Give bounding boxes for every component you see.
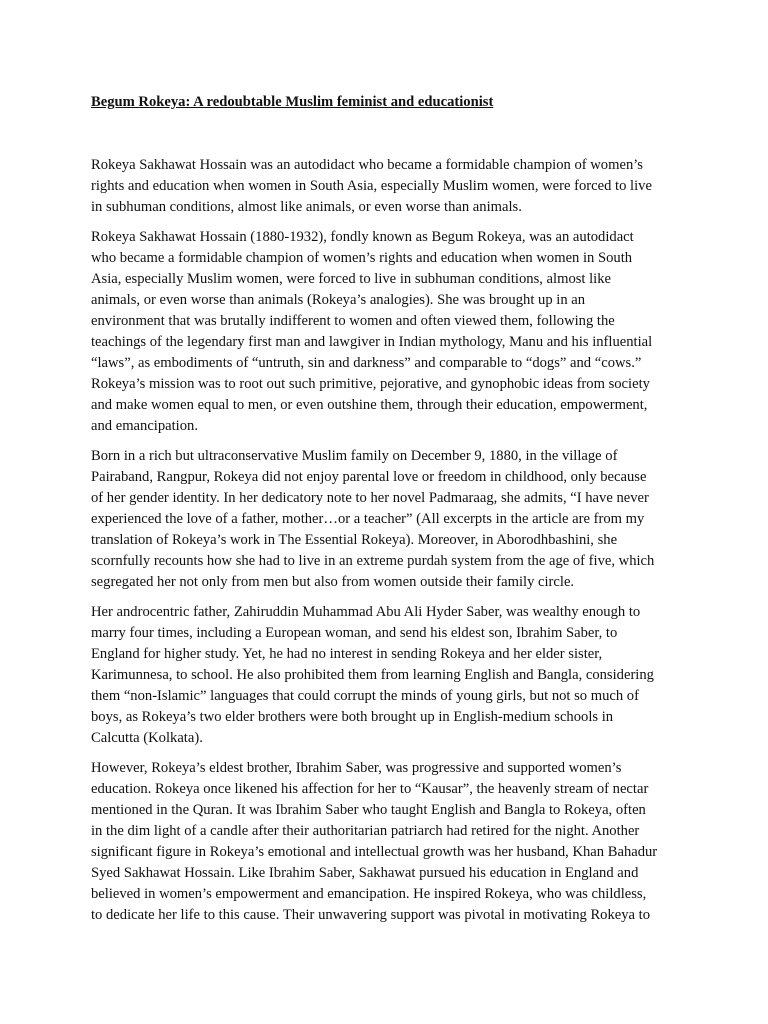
text-line: experienced the love of a father, mother…or a teacher” (All excerpts in the article are from my [91,511,645,527]
text-line: boys, as Rokeya’s two elder brothers were both brought up in English-medium schools in [91,709,614,725]
text-line: However, Rokeya’s eldest brother, Ibrahim Saber, was progressive and supported women’s [91,760,622,776]
text-line: Rokeya’s mission was to root out such primitive, pejorative, and gynophobic ideas from society [91,376,650,392]
text-line: Rokeya Sakhawat Hossain was an autodidact who became a formidable champion of women’s [91,157,643,173]
text-line: segregated her not only from men but also from women outside their family circle. [91,574,575,590]
text-line: Rokeya Sakhawat Hossain (1880-1932), fondly known as Begum Rokeya, was an autodidact [91,229,634,245]
text-line: Syed Sakhawat Hossain. Like Ibrahim Saber, Sakhawat pursued his education in England and [91,865,639,881]
text-line: to dedicate her life to this cause. Their unwavering support was pivotal in motivating Rokeya to [91,907,651,923]
text-line: rights and education when women in South Asia, especially Muslim women, were forced to live [91,178,652,194]
document-title: Begum Rokeya: A redoubtable Muslim feminist and educationist [91,94,494,110]
text-line: Pairaband, Rangpur, Rokeya did not enjoy parental love or freedom in childhood, only because [91,469,647,485]
paragraph-2 [91,227,679,437]
text-line: England for higher study. Yet, he had no interest in sending Rokeya and her elder sister, [91,646,603,662]
document-page [91,92,679,935]
text-line: believed in women’s empowerment and emancipation. He inspired Rokeya, who was childless, [91,886,647,902]
text-line: and emancipation. [91,418,198,434]
text-line: in the dim light of a candle after their authoritarian patriarch had retired for the night. Another [91,823,640,839]
text-line: Her androcentric father, Zahiruddin Muhammad Abu Ali Hyder Saber, was wealthy enough to [91,604,641,620]
text-line: scornfully recounts how she had to live in an extreme purdah system from the age of five, which [91,553,655,569]
text-line: animals, or even worse than animals (Rokeya’s analogies). She was brought up in an [91,292,586,308]
paragraph-5 [91,758,679,926]
text-line: significant figure in Rokeya’s emotional and intellectual growth was her husband, Khan Bahadur [91,844,658,860]
text-line: Calcutta (Kolkata). [91,730,203,746]
text-line: mentioned in the Quran. It was Ibrahim Saber who taught English and Bangla to Rokeya, often [91,802,646,818]
text-line: environment that was brutally indifferent to women and often viewed them, following the [91,313,615,329]
text-line: teachings of the legendary first man and lawgiver in Indian mythology, Manu and his influential [91,334,653,350]
text-line: Asia, especially Muslim women, were forced to live in subhuman conditions, almost like [91,271,612,287]
text-line: and make women equal to men, or even outshine them, through their education, empowerment, [91,397,648,413]
text-line: who became a formidable champion of women’s rights and education when women in South [91,250,633,266]
text-line: in subhuman conditions, almost like animals, or even worse than animals. [91,199,522,215]
text-line: of her gender identity. In her dedicatory note to her novel Padmaraag, she admits, “I have never [91,490,649,506]
text-line: marry four times, including a European woman, and send his eldest son, Ibrahim Saber, to [91,625,618,641]
paragraph-1 [91,155,679,218]
text-line: education. Rokeya once likened his affection for her to “Kausar”, the heavenly stream of nectar [91,781,649,797]
text-line: them “non-Islamic” languages that could corrupt the minds of young girls, but not so much of [91,688,639,704]
text-line: Karimunnesa, to school. He also prohibited them from learning English and Bangla, considering [91,667,654,683]
text-line: translation of Rokeya’s work in The Essential Rokeya). Moreover, in Aborodhbashini, she [91,532,618,548]
document-body [91,155,679,926]
text-line: Born in a rich but ultraconservative Muslim family on December 9, 1880, in the village of [91,448,618,464]
text-line: “laws”, as embodiments of “untruth, sin and darkness” and comparable to “dogs” and “cows.” [91,355,642,371]
paragraph-3 [91,446,679,593]
paragraph-4 [91,602,679,749]
